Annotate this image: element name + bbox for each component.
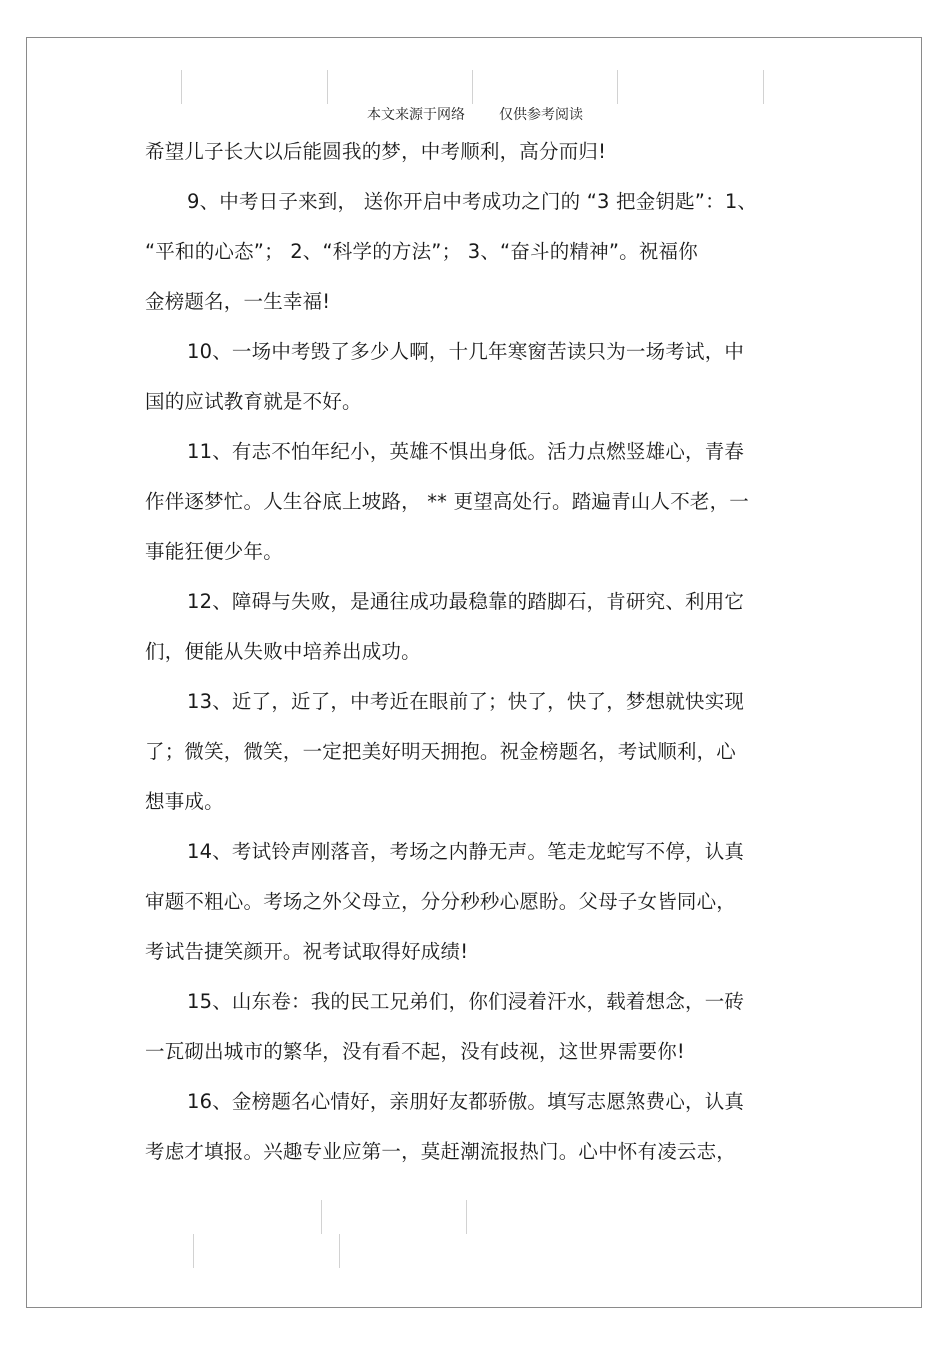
paragraph-start-10: 10、一场中考毁了多少人啊，十几年寒窗苦读只为一场考试，中 bbox=[187, 340, 745, 363]
page-header-note bbox=[0, 104, 950, 124]
text-line: “平和的心态”； 2、“科学的方法”； 3、“奋斗的精神”。祝福你 bbox=[145, 240, 698, 263]
top-tick-3 bbox=[472, 70, 473, 104]
reference-note: 仅供参考阅读 bbox=[499, 107, 583, 123]
paragraph-start-12: 12、障碍与失败，是通往成功最稳靠的踏脚石，肯研究、利用它 bbox=[187, 590, 745, 613]
paragraph-start-9: 9、中考日子来到， 送你开启中考成功之门的 “3 把金钥匙”：1、 bbox=[187, 190, 758, 213]
top-tick-1 bbox=[181, 70, 182, 104]
paragraph-start-16: 16、金榜题名心情好，亲朋好友都骄傲。填写志愿煞费心，认真 bbox=[187, 1090, 745, 1113]
top-tick-2 bbox=[327, 70, 328, 104]
bottom-tick-2 bbox=[321, 1200, 322, 1234]
text-line: 想事成。 bbox=[145, 790, 224, 813]
top-tick-4 bbox=[617, 70, 618, 104]
paragraph-start-13: 13、近了，近了，中考近在眼前了；快了，快了，梦想就快实现 bbox=[187, 690, 745, 713]
paragraph-start-14: 14、考试铃声刚落音，考场之内静无声。笔走龙蛇写不停，认真 bbox=[187, 840, 745, 863]
top-tick-5 bbox=[763, 70, 764, 104]
text-line: 一瓦砌出城市的繁华，没有看不起，没有歧视，这世界需要你! bbox=[145, 1040, 685, 1063]
text-line: 审题不粗心。考场之外父母立，分分秒秒心愿盼。父母子女皆同心， bbox=[145, 890, 737, 913]
text-line: 国的应试教育就是不好。 bbox=[145, 390, 362, 413]
bottom-tick-4 bbox=[466, 1200, 467, 1234]
source-note: 本文来源于网络 bbox=[367, 107, 465, 123]
text-line: 考虑才填报。兴趣专业应第一，莫赶潮流报热门。心中怀有凌云志， bbox=[145, 1140, 737, 1163]
text-line: 作伴逐梦忙。人生谷底上坡路， ** 更望高处行。踏遍青山人不老，一 bbox=[145, 490, 749, 513]
text-line: 事能狂便少年。 bbox=[145, 540, 283, 563]
paragraph-start-11: 11、有志不怕年纪小，英雄不惧出身低。活力点燃竖雄心，青春 bbox=[187, 440, 745, 463]
text-line: 了；微笑，微笑，一定把美好明天拥抱。祝金榜题名，考试顺利，心 bbox=[145, 740, 737, 763]
bottom-tick-3 bbox=[339, 1234, 340, 1268]
text-line: 金榜题名，一生幸福! bbox=[145, 290, 331, 313]
bottom-tick-1 bbox=[193, 1234, 194, 1268]
text-line: 考试告捷笑颜开。祝考试取得好成绩! bbox=[145, 940, 469, 963]
document-body bbox=[145, 132, 795, 1182]
paragraph-start-15: 15、山东卷：我的民工兄弟们，你们浸着汗水，载着想念，一砖 bbox=[187, 990, 745, 1013]
text-line: 们，便能从失败中培养出成功。 bbox=[145, 640, 421, 663]
text-line: 希望儿子长大以后能圆我的梦，中考顺利，高分而归! bbox=[145, 140, 607, 163]
